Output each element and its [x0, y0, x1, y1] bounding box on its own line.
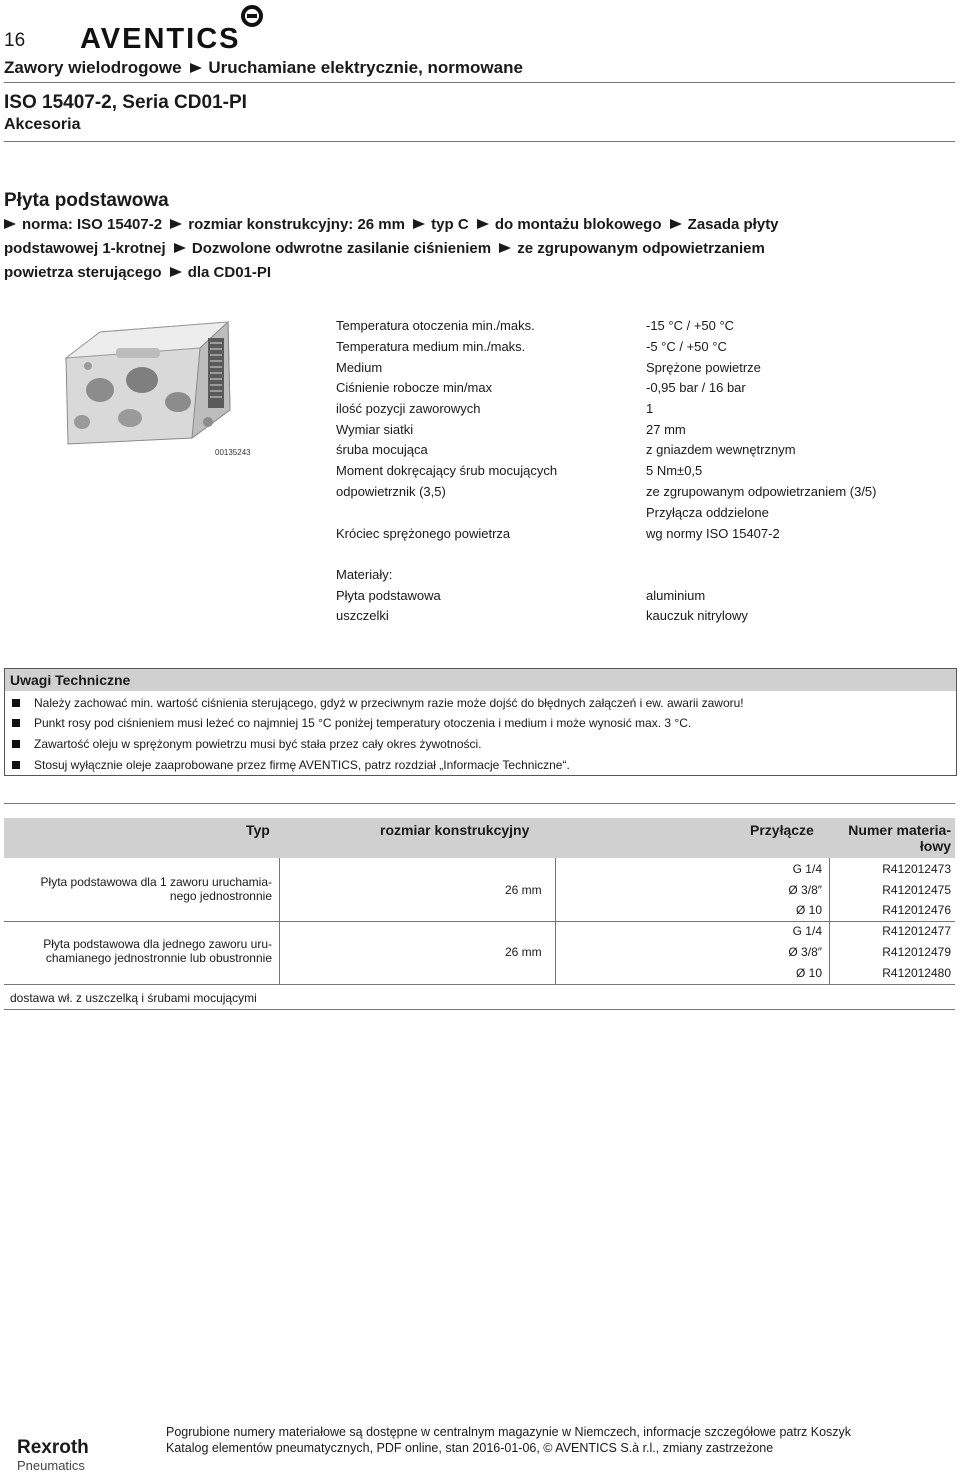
col-header-port: Przyłącze: [750, 822, 814, 838]
table-cell-port: Ø 3/8″: [788, 883, 822, 897]
spec-label: odpowietrznik (3,5): [336, 484, 446, 499]
desc-line-2: podstawowej 1-krotnej Dozwolone odwrotne zasilanie ciśnieniem ze zgrupowanym odpowietrzaniem: [4, 240, 765, 257]
spec-value: Przyłącza oddzielone: [646, 505, 769, 520]
arrow-right-icon: [670, 219, 682, 229]
spec-label: Ciśnienie robocze min/max: [336, 380, 493, 395]
table-cell-port: Ø 10: [795, 903, 822, 917]
category-suffix: Uruchamiane elektrycznie, normowane: [208, 58, 523, 77]
table-cell-number: R412012473: [882, 862, 951, 876]
category-prefix: Zawory wielodrogowe: [4, 58, 182, 77]
spec-label: ilość pozycji zaworowych: [336, 401, 481, 416]
footer-catalog-info: Katalog elementów pneumatycznych, PDF online, stan 2016-01-06, © AVENTICS S.à r.l., zmiany zastrzeżone: [166, 1441, 774, 1455]
table-cell-size: 26 mm: [505, 945, 542, 959]
col-header-type: Typ: [246, 822, 270, 838]
arrow-right-icon: [190, 63, 202, 73]
arrow-right-icon: [413, 219, 425, 229]
table-cell-number: R412012475: [882, 883, 951, 897]
table-cell-number: R412012476: [882, 903, 951, 917]
table-cell-port: Ø 10: [795, 966, 822, 980]
arrow-right-icon: [477, 219, 489, 229]
square-bullet-icon: [12, 719, 20, 727]
logo-text: AVENTICS: [80, 23, 241, 50]
spec-value: Sprężone powietrze: [646, 360, 761, 375]
spec-label: Moment dokręcający śrub mocujących: [336, 463, 558, 478]
table-cell-size: 26 mm: [505, 883, 542, 897]
spec-label: Temperatura medium min./maks.: [336, 339, 526, 354]
spec-value: z gniazdem wewnętrznym: [646, 442, 796, 457]
material-value: kauczuk nitrylowy: [646, 608, 748, 623]
technical-notes-title: Uwagi Techniczne: [5, 669, 956, 691]
section-divider: [4, 141, 955, 142]
table-bottom-divider: [4, 1009, 955, 1010]
note-item: Punkt rosy pod ciśnieniem musi leżeć co najmniej 15 °C poniżej temperatury otoczenia i medium i może wynosić max. 3 °C.: [14, 716, 691, 730]
table-cell-number: R412012477: [882, 924, 951, 938]
arrow-right-icon: [4, 219, 16, 229]
arrow-right-icon: [499, 243, 511, 253]
section-title: Akcesoria: [4, 116, 81, 133]
spec-value: ze zgrupowanym odpowietrzaniem (3/5): [646, 484, 877, 499]
square-bullet-icon: [12, 740, 20, 748]
note-item: Należy zachować min. wartość ciśnienia sterującego, gdyż w przeciwnym razie może dojść do błędnych załączeń i ew. awarii zaworu!: [14, 696, 744, 710]
spec-label: Temperatura otoczenia min./maks.: [336, 318, 535, 333]
group-divider: [4, 984, 955, 985]
header-divider: [4, 82, 955, 83]
spec-value: -15 °C / +50 °C: [646, 318, 735, 333]
table-row-type: Płyta podstawowa dla 1 zaworu uruchamia- nego jednostronnie: [40, 875, 272, 903]
table-footnote: dostawa wł. z uszczelką i śrubami mocującymi: [10, 991, 257, 1005]
footer-note: Pogrubione numery materiałowe są dostępne w centralnym magazynie w Niemczech, informacje szczegółowe patrz Koszyk: [166, 1425, 852, 1439]
logo-mark-icon: [243, 7, 261, 25]
material-value: aluminium: [646, 588, 706, 603]
group-divider: [4, 921, 955, 922]
square-bullet-icon: [12, 699, 20, 707]
spec-value: -5 °C / +50 °C: [646, 339, 727, 354]
series-title: ISO 15407-2, Seria CD01-PI: [4, 92, 247, 113]
product-description: [4, 213, 904, 285]
table-cell-number: R412012479: [882, 945, 951, 959]
spec-label: Króciec sprężonego powietrza: [336, 526, 511, 541]
base-plate-photo-icon: [60, 318, 240, 446]
spec-label: Wymiar siatki: [336, 422, 414, 437]
square-bullet-icon: [12, 761, 20, 769]
spec-value: 5 Nm±0,5: [646, 463, 703, 478]
spec-value: 27 mm: [646, 422, 686, 437]
spec-label: Medium: [336, 360, 383, 375]
material-label: Płyta podstawowa: [336, 588, 441, 603]
table-row-type: Płyta podstawowa dla jednego zaworu uru- chamianego jednostronnie lub obustronnie: [43, 937, 272, 965]
desc-line-1: norma: ISO 15407-2 rozmiar konstrukcyjny: 26 mm typ C do montażu blokowego Zasada płyty: [4, 213, 904, 237]
desc-line-3: powietrza sterującego dla CD01-PI: [4, 264, 272, 281]
table-cell-port: Ø 3/8″: [788, 945, 822, 959]
note-item: Zawartość oleju w sprężonym powietrzu musi być stała przez cały okres żywotności.: [14, 737, 482, 751]
arrow-right-icon: [170, 219, 182, 229]
materials-title: Materiały:: [336, 567, 393, 582]
rexroth-logo: Rexroth: [17, 1437, 89, 1458]
page-number: 16: [4, 30, 26, 51]
table-cell-port: G 1/4: [792, 862, 822, 876]
note-item: Stosuj wyłącznie oleje zaaprobowane przez firmę AVENTICS, patrz rozdział „Informacje Techniczne“.: [14, 758, 570, 772]
spec-value: wg normy ISO 15407-2: [646, 526, 780, 541]
spec-value: 1: [646, 401, 654, 416]
col-header-size: rozmiar konstrukcyjny: [380, 822, 530, 838]
arrow-right-icon: [170, 267, 182, 277]
spec-value: -0,95 bar / 16 bar: [646, 380, 746, 395]
aventics-logo: [80, 4, 270, 55]
table-cell-number: R412012480: [882, 966, 951, 980]
pneumatics-label: Pneumatics: [17, 1458, 85, 1473]
arrow-right-icon: [174, 243, 186, 253]
table-cell-port: G 1/4: [792, 924, 822, 938]
col-header-number: Numer materia- łowy: [848, 822, 951, 854]
image-id: 00135243: [215, 448, 251, 457]
material-label: uszczelki: [336, 608, 389, 623]
product-title: Płyta podstawowa: [4, 190, 169, 211]
table-top-divider: [4, 803, 955, 804]
spec-label: śruba mocująca: [336, 442, 428, 457]
category-heading: [4, 58, 523, 78]
